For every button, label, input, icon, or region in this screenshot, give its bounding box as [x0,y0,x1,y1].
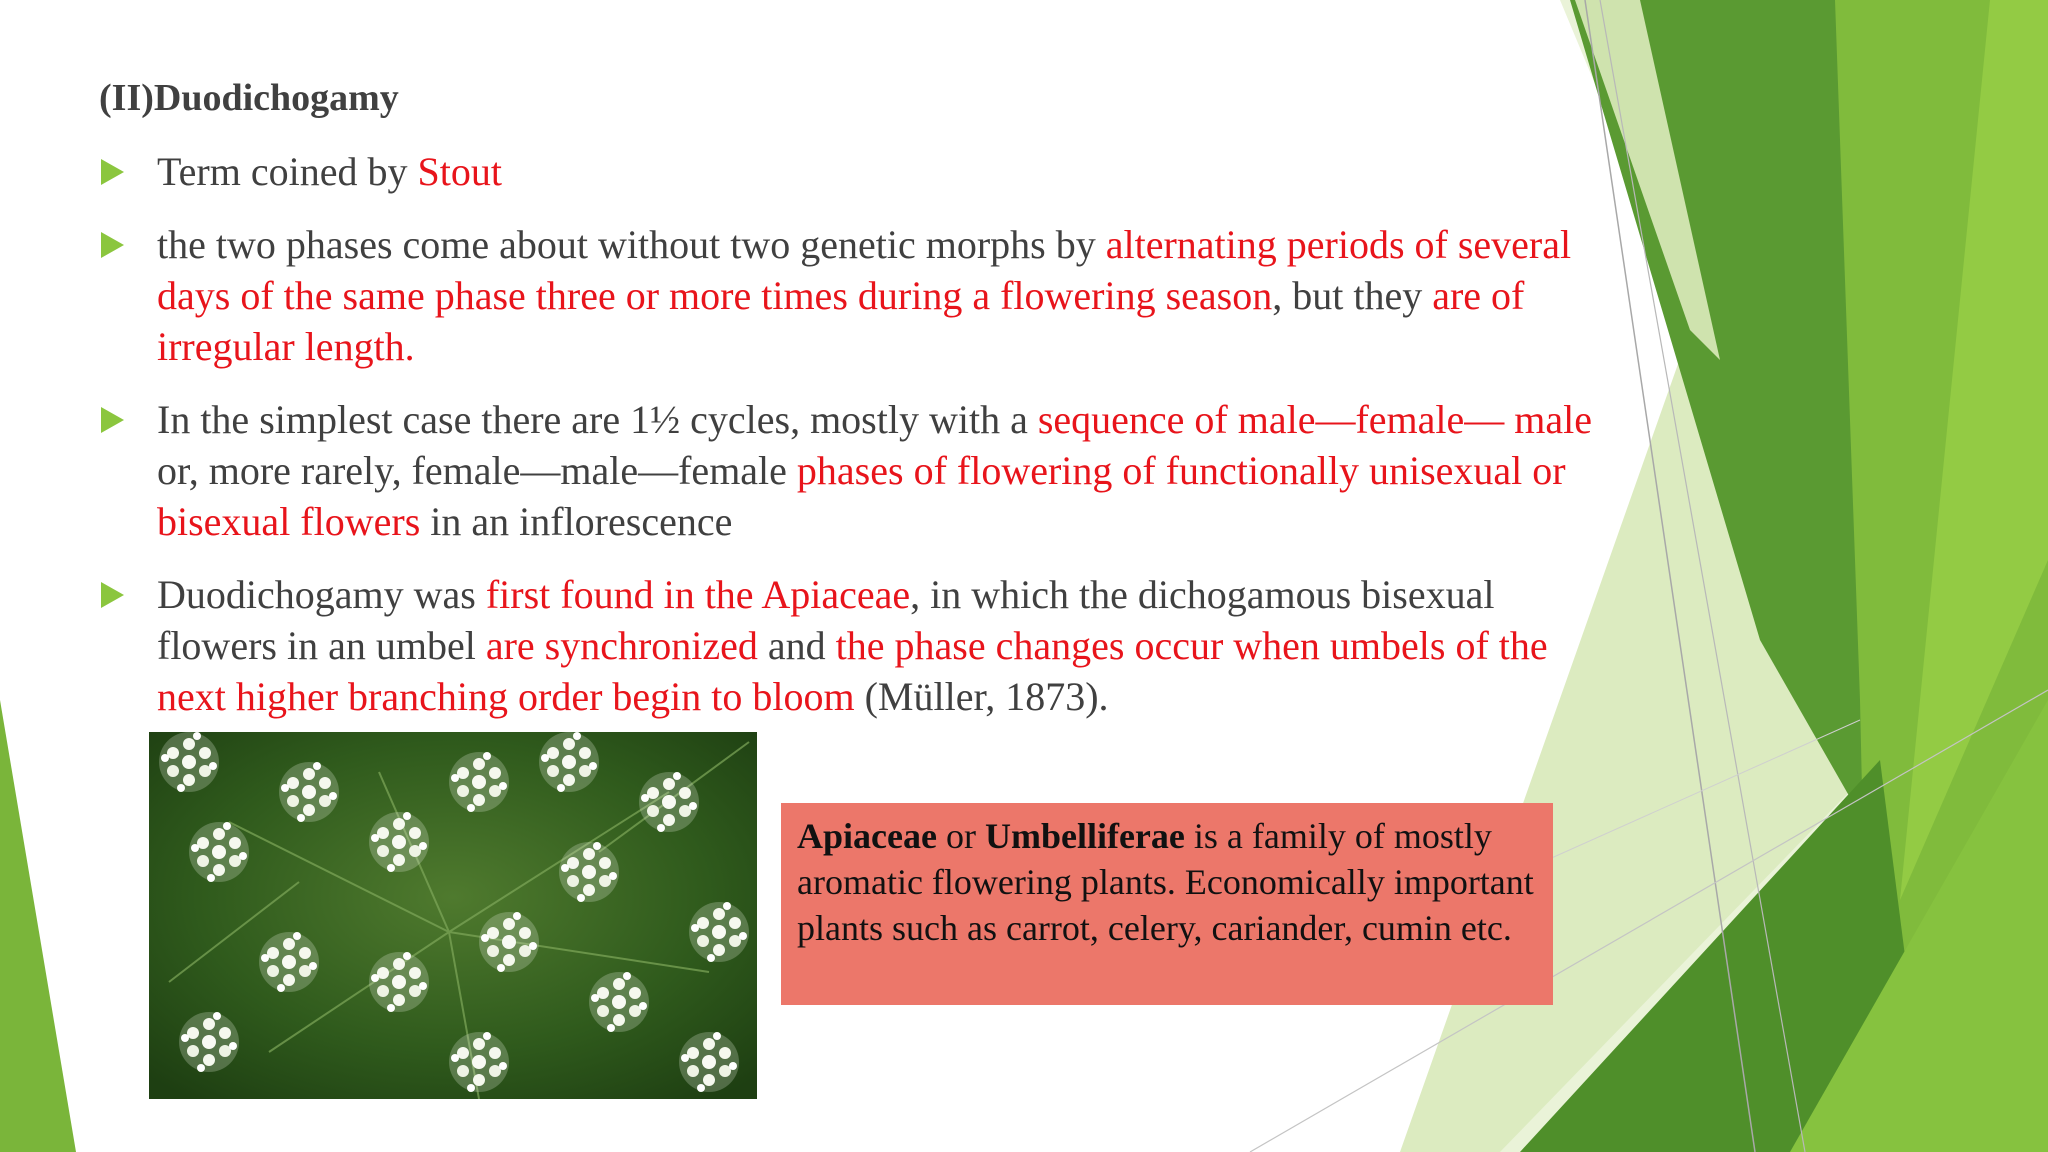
bullet-item [99,219,1599,372]
bullet-text-run: the two phases come about without two genetic morphs by [157,222,1106,267]
bullet-text-run: or, more rarely, female—male—female [157,448,797,493]
bullet-text-run: (Müller, 1873). [854,674,1109,719]
bullet-text-run: In the simplest case there are 1½ cycles, mostly with a [157,397,1038,442]
bullet-text-run: Duodichogamy was [157,572,486,617]
bullet-item [99,394,1599,547]
right-triangle-bullet-icon [101,159,124,185]
bullet-highlight-run: Stout [417,149,502,194]
bullet-text-run: in an inflorescence [420,499,733,544]
right-triangle-bullet-icon [101,232,124,258]
info-description: is a family of mostly aromatic flowering plants. Economically important plants such as carrot, celery, cariander, cumin etc. [797,816,1534,948]
bullet-highlight-run: are synchronized [485,623,758,668]
bullet-highlight-run: the phase changes occur when umbels of the next higher branching order begin to bloom [157,623,1548,719]
bullet-item [99,146,1599,197]
bullet-highlight-run: phases of flowering of functionally unisexual or bisexual flowers [157,448,1566,544]
left-green-sliver [0,700,76,1152]
bullet-text-run: and [757,623,836,668]
bullet-text-run: , in which the dichogamous bisexual flowers in an umbel [157,572,1495,668]
bullet-highlight-run: are of irregular length. [157,273,1525,369]
info-term-umbelliferae: Umbelliferae [984,816,1185,856]
bullet-highlight-run: first found in the Apiaceae [485,572,911,617]
bullet-text-run: Term coined by [157,149,418,194]
bullet-list [99,146,1599,744]
slide-title: (II)Duodichogamy [99,77,399,119]
bullet-highlight-run: alternating periods of several days of the same phase three or more times during a flowering season [157,222,1572,318]
apiaceae-info-box [781,803,1553,1005]
right-triangle-bullet-icon [101,407,124,433]
umbel-flowers-photo [149,732,757,1099]
bullet-item [99,569,1599,722]
right-triangle-bullet-icon [101,582,124,608]
info-joiner: or [936,816,985,856]
info-term-apiaceae: Apiaceae [797,816,937,856]
bullet-text-run: , but they [1272,273,1433,318]
bullet-highlight-run: sequence of male—female— male [1037,397,1593,442]
